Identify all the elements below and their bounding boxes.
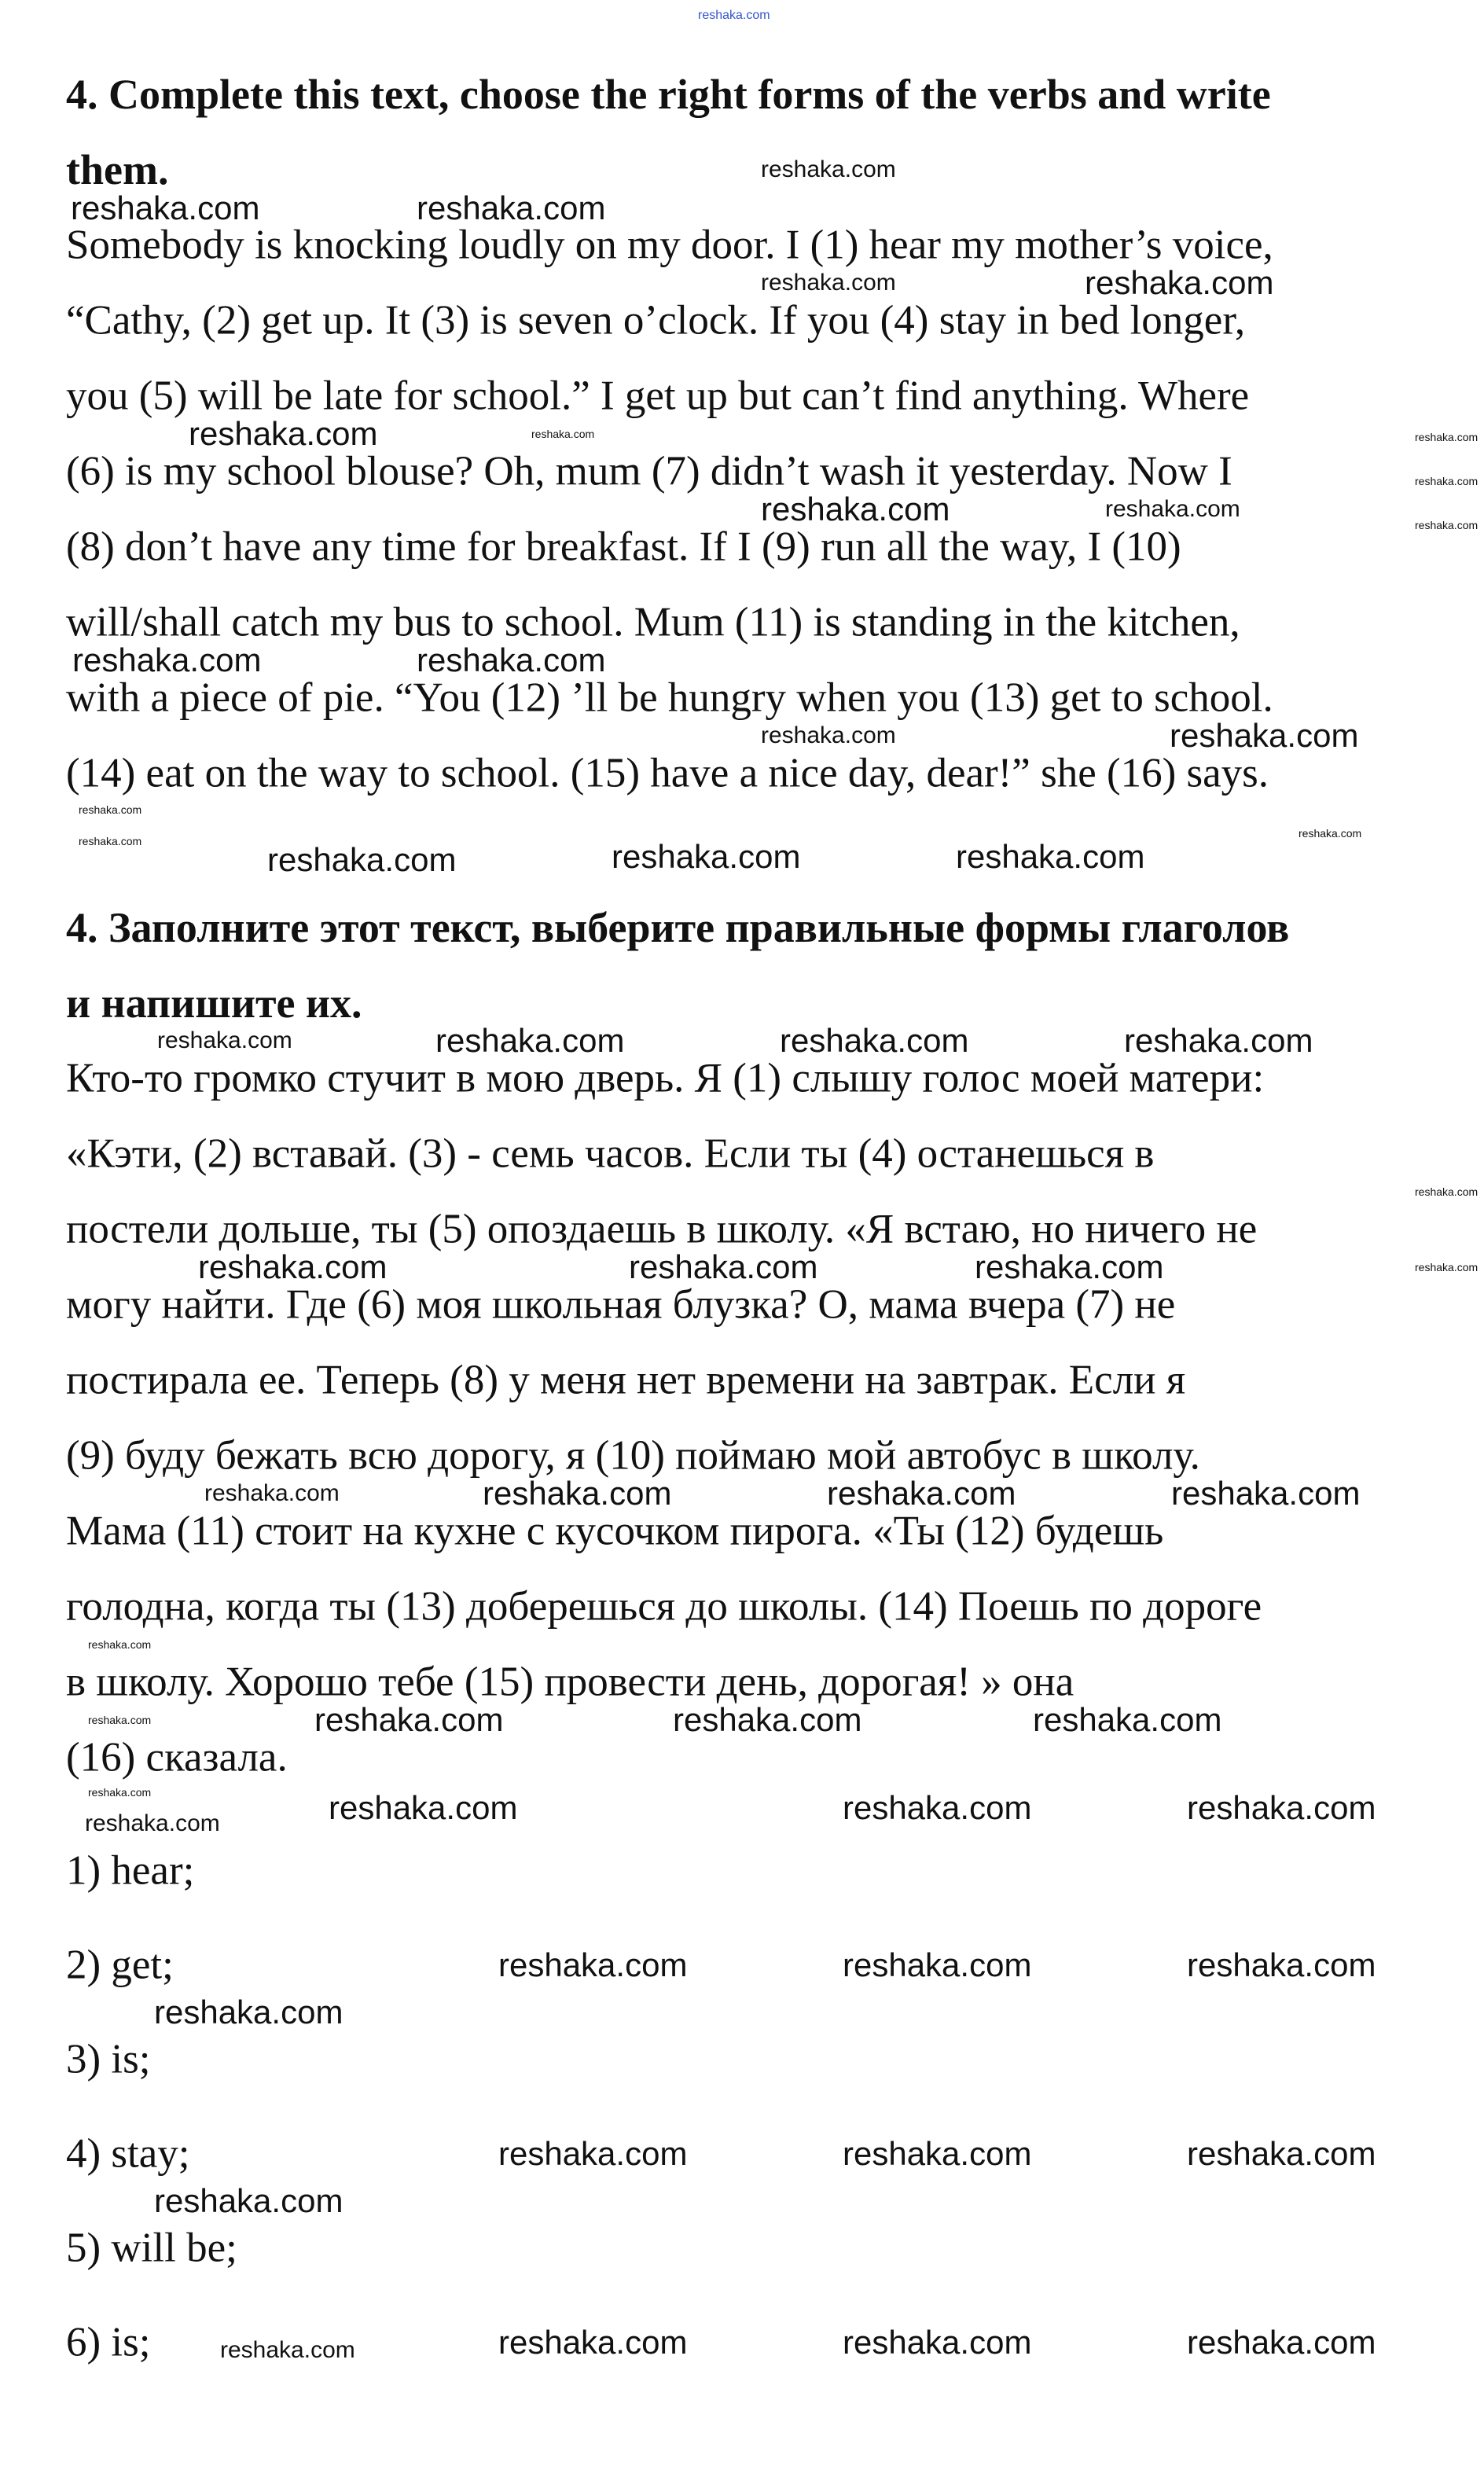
english-body-line: with a piece of pie. “You (12) ’ll be hungry when you (13) get to school. <box>66 674 1273 721</box>
russian-body-line: могу найти. Где (6) моя школьная блузка? О, мама вчера (7) не <box>66 1281 1176 1328</box>
watermark-text: reshaka.com <box>843 2135 1032 2172</box>
watermark-text: reshaka.com <box>761 722 896 748</box>
watermark-text: reshaka.com <box>154 2182 343 2219</box>
watermark-text: reshaka.com <box>267 841 457 878</box>
watermark-text: reshaka.com <box>1415 431 1478 443</box>
russian-body-line: (9) буду бежать всю дорогу, я (10) поймаю мой автобус в школу. <box>66 1432 1200 1479</box>
russian-title-line-2: и напишите их. <box>66 979 362 1027</box>
english-title-line-2: them. <box>66 146 169 193</box>
russian-body-line: постирала ее. Теперь (8) у меня нет времени на завтрак. Если я <box>66 1357 1186 1403</box>
english-body-line: you (5) will be late for school.” I get up but can’t find anything. Where <box>66 373 1250 419</box>
watermark-text: reshaka.com <box>498 2135 688 2172</box>
russian-body-line: постели дольше, ты (5) опоздаешь в школу. «Я встаю, но ничего не <box>66 1206 1258 1252</box>
watermark-text: reshaka.com <box>79 803 142 816</box>
watermark-text: reshaka.com <box>975 1248 1164 1285</box>
watermark-text: reshaka.com <box>827 1475 1016 1512</box>
watermark-text: reshaka.com <box>780 1022 969 1059</box>
answer-item: 1) hear; <box>66 1847 195 1894</box>
watermark-text: reshaka.com <box>1187 1789 1376 1826</box>
watermark-text: reshaka.com <box>761 270 896 296</box>
watermark-text: reshaka.com <box>329 1789 518 1826</box>
watermark-text: reshaka.com <box>1171 1475 1361 1512</box>
watermark-text: reshaka.com <box>85 1810 220 1836</box>
english-body-line: “Cathy, (2) get up. It (3) is seven o’clock. If you (4) stay in bed longer, <box>66 297 1246 344</box>
watermark-text: reshaka.com <box>531 428 595 440</box>
watermark-text: reshaka.com <box>71 189 260 226</box>
watermark-text: reshaka.com <box>761 491 950 527</box>
watermark-text: reshaka.com <box>79 835 142 847</box>
watermark-text: reshaka.com <box>673 1701 862 1738</box>
watermark-text: reshaka.com <box>1105 496 1240 522</box>
english-title-line-1: 4. Complete this text, choose the right forms of the verbs and write <box>66 71 1271 118</box>
watermark-text: reshaka.com <box>88 1638 152 1651</box>
watermark-text: reshaka.com <box>1415 475 1478 487</box>
watermark-text: reshaka.com <box>220 2337 355 2363</box>
watermark-text: reshaka.com <box>483 1475 672 1512</box>
watermark-text: reshaka.com <box>1187 2324 1376 2361</box>
watermark-text: reshaka.com <box>498 1946 688 1983</box>
watermark-text: reshaka.com <box>204 1480 340 1506</box>
english-body-line: (8) don’t have any time for breakfast. If I (9) run all the way, I (10) <box>66 524 1181 570</box>
watermark-text: reshaka.com <box>417 189 606 226</box>
watermark-text: reshaka.com <box>88 1786 152 1799</box>
watermark-text: reshaka.com <box>314 1701 504 1738</box>
watermark-text: reshaka.com <box>1187 1946 1376 1983</box>
watermark-text: reshaka.com <box>189 415 378 452</box>
watermark-text: reshaka.com <box>1170 717 1359 754</box>
answer-item: 2) get; <box>66 1942 174 1988</box>
russian-body-line: «Кэти, (2) вставай. (3) - семь часов. Если ты (4) останешься в <box>66 1130 1155 1177</box>
russian-body-line: (16) сказала. <box>66 1734 288 1781</box>
watermark-text: reshaka.com <box>72 641 262 678</box>
russian-title-line-1: 4. Заполните этот текст, выберите правильные формы глаголов <box>66 904 1290 951</box>
watermark-text: reshaka.com <box>612 838 801 875</box>
watermark-text: reshaka.com <box>1124 1022 1313 1059</box>
english-body-line: (6) is my school blouse? Oh, mum (7) didn’t wash it yesterday. Now I <box>66 448 1232 494</box>
watermark-text: reshaka.com <box>698 9 770 22</box>
english-body-line: (14) eat on the way to school. (15) have a nice day, dear!” she (16) says. <box>66 750 1269 796</box>
watermark-text: reshaka.com <box>435 1022 625 1059</box>
watermark-text: reshaka.com <box>88 1714 152 1726</box>
watermark-text: reshaka.com <box>498 2324 688 2361</box>
russian-body-line: Кто-то громко стучит в мою дверь. Я (1) слышу голос моей матери: <box>66 1055 1265 1101</box>
watermark-text: reshaka.com <box>843 1789 1032 1826</box>
watermark-text: reshaka.com <box>629 1248 818 1285</box>
watermark-text: reshaka.com <box>956 838 1145 875</box>
watermark-text: reshaka.com <box>157 1027 292 1053</box>
watermark-text: reshaka.com <box>198 1248 388 1285</box>
watermark-text: reshaka.com <box>761 156 896 182</box>
watermark-text: reshaka.com <box>843 1946 1032 1983</box>
russian-body-line: в школу. Хорошо тебе (15) провести день, дорогая! » она <box>66 1659 1074 1705</box>
watermark-text: reshaka.com <box>843 2324 1032 2361</box>
watermark-text: reshaka.com <box>1187 2135 1376 2172</box>
english-body-line: will/shall catch my bus to school. Mum (11) is standing in the kitchen, <box>66 599 1240 645</box>
russian-body-line: голодна, когда ты (13) доберешься до школы. (14) Поешь по дороге <box>66 1583 1262 1630</box>
watermark-text: reshaka.com <box>1415 1261 1478 1273</box>
russian-body-line: Мама (11) стоит на кухне с кусочком пирога. «Ты (12) будешь <box>66 1508 1164 1554</box>
answer-item: 3) is; <box>66 2036 151 2082</box>
watermark-text: reshaka.com <box>1033 1701 1222 1738</box>
watermark-text: reshaka.com <box>1415 1185 1478 1198</box>
answer-item: 6) is; <box>66 2319 151 2365</box>
watermark-text: reshaka.com <box>1085 264 1274 301</box>
answer-item: 5) will be; <box>66 2225 237 2271</box>
watermark-text: reshaka.com <box>1415 519 1478 531</box>
watermark-text: reshaka.com <box>1298 827 1362 840</box>
answer-item: 4) stay; <box>66 2130 190 2177</box>
watermark-text: reshaka.com <box>417 641 606 678</box>
watermark-text: reshaka.com <box>154 1994 343 2030</box>
english-body-line: Somebody is knocking loudly on my door. I (1) hear my mother’s voice, <box>66 222 1273 268</box>
